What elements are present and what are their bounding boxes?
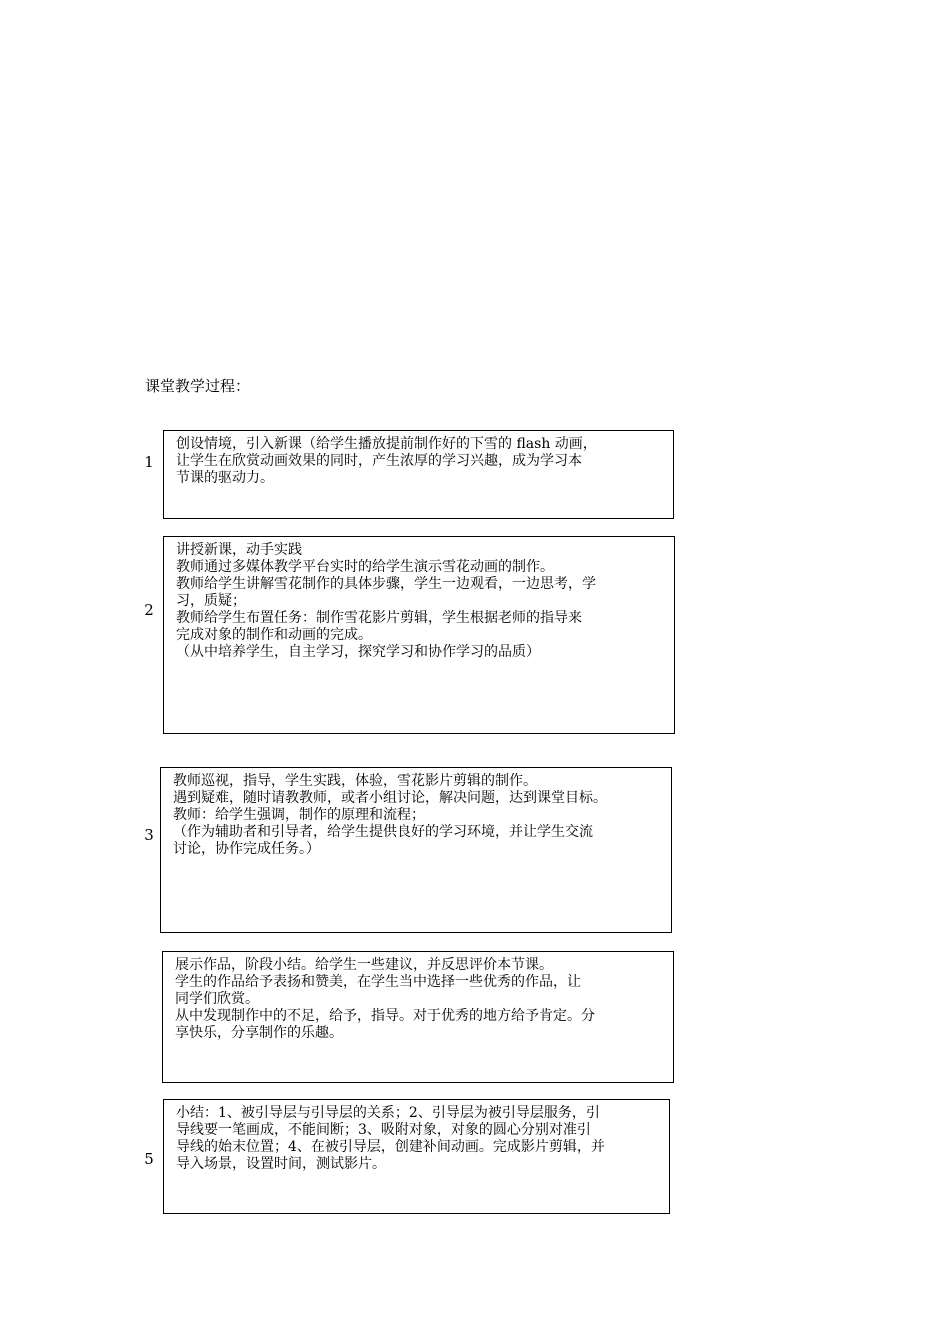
step-line: 展示作品，阶段小结。给学生一些建议，并反思评价本节课。 xyxy=(175,957,553,973)
step-line: 遇到疑难，随时请教教师，或者小组讨论，解决问题，达到课堂目标。 xyxy=(173,790,607,806)
step-line: 讲授新课，动手实践 xyxy=(176,542,302,558)
step-line: 教师给学生布置任务：制作雪花影片剪辑，学生根据老师的指导来 xyxy=(176,610,582,626)
step-number: 3 xyxy=(144,826,154,844)
step-line: 同学们欣赏。 xyxy=(175,991,259,1007)
step-line: 教师给学生讲解雪花制作的具体步骤，学生一边观看，一边思考，学 xyxy=(176,576,596,592)
section-heading: 课堂教学过程： xyxy=(145,377,251,395)
step-text xyxy=(173,773,663,858)
step-line: 完成对象的制作和动画的完成。 xyxy=(176,627,372,643)
step-box-1 xyxy=(163,430,674,519)
step-line: 学生的作品给予表扬和赞美，在学生当中选择一些优秀的作品，让 xyxy=(175,974,581,990)
step-line: 从中发现制作中的不足，给予，指导。对于优秀的地方给予肯定。分 xyxy=(175,1008,595,1024)
step-line: 导线要一笔画成，不能间断；3、吸附对象，对象的圆心分别对准引 xyxy=(176,1122,591,1138)
step-line: 习，质疑； xyxy=(176,593,246,609)
step-line: 创设情境，引入新课（给学生播放提前制作好的下雪的 flash 动画， xyxy=(176,436,597,452)
step-text xyxy=(176,542,666,661)
step-line: 小结：1、被引导层与引导层的关系；2、引导层为被引导层服务，引 xyxy=(176,1105,600,1121)
step-line: （从中培养学生，自主学习，探究学习和协作学习的品质） xyxy=(176,644,540,660)
step-line: 享快乐，分享制作的乐趣。 xyxy=(175,1025,343,1041)
step-line: 导线的始末位置；4、在被引导层，创建补间动画。完成影片剪辑，并 xyxy=(176,1139,605,1155)
step-number: 1 xyxy=(144,453,154,471)
step-line: 导入场景，设置时间，测试影片。 xyxy=(176,1156,386,1172)
step-box-3 xyxy=(160,767,672,933)
step-line: 让学生在欣赏动画效果的同时，产生浓厚的学习兴趣，成为学习本 xyxy=(176,453,582,469)
step-text xyxy=(176,436,665,487)
step-line: 讨论，协作完成任务。） xyxy=(173,841,320,857)
step-box-4 xyxy=(162,951,674,1083)
step-line: 教师：给学生强调，制作的原理和流程； xyxy=(173,807,425,823)
step-number: 2 xyxy=(144,601,154,619)
step-line: 节课的驱动力。 xyxy=(176,470,274,486)
step-line: 教师巡视，指导，学生实践，体验，雪花影片剪辑的制作。 xyxy=(173,773,537,789)
step-number: 5 xyxy=(144,1150,154,1168)
step-text xyxy=(175,957,665,1042)
step-line: （作为辅助者和引导者，给学生提供良好的学习环境，并让学生交流 xyxy=(173,824,593,840)
step-text xyxy=(176,1105,661,1173)
step-box-2 xyxy=(163,536,675,734)
step-box-5 xyxy=(163,1099,670,1214)
step-line: 教师通过多媒体教学平台实时的给学生演示雪花动画的制作。 xyxy=(176,559,554,575)
